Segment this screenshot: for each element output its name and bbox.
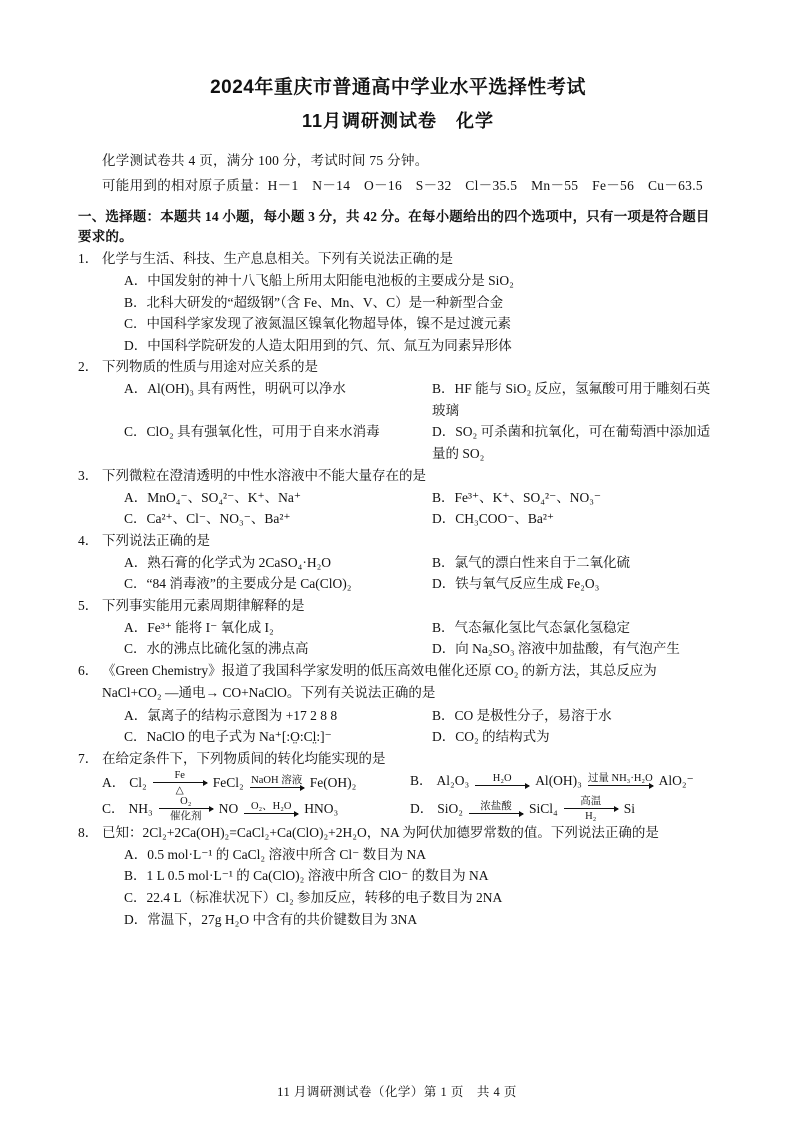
option-d[interactable] [410,796,718,822]
species: Al(OH)₃ [535,772,582,788]
option-a[interactable]: A．Al(OH)₃ 具有两性，明矾可以净水 [124,381,346,397]
question-number: 3． [78,467,99,483]
option-b[interactable]: B．氯气的漂白性来自于二氧化硫 [432,554,631,570]
question-1 [78,249,718,356]
species: HNO₃ [304,801,339,817]
option-row [102,638,718,660]
question-stem: 下列微粒在澄清透明的中性水溶液中不能大量存在的是 [102,467,426,483]
option-a[interactable] [102,770,410,796]
option-row [102,617,718,639]
question-stem-part2: NaCl+CO₂ —通电→ CO+NaClO。下列有关说法正确的是 [102,684,436,700]
option-row [102,552,718,574]
option-d-label: D． [410,801,434,817]
question-8 [78,823,718,930]
question-stem-part1: 《Green Chemistry》报道了我国科学家发明的低压高效电催化还原 CO₂ 的新方法，其总反应为 [102,662,657,678]
question-7 [78,749,718,822]
option-list [78,378,718,464]
exam-info-line-2: 可能用到的相对原子质量：H－1 N－14 O－16 S－32 Cl－35.5 Mn－55 Fe－56 Cu－63.5 [102,178,703,193]
option-c[interactable]: C．NaClO 的电子式为 Na⁺[:O̤:Cl̤:]⁻ [124,729,332,745]
option-c[interactable]: C．22.4 L（标准状况下）Cl₂ 参加反应，转移的电子数目为 2NA [124,890,503,906]
option-list [78,270,718,356]
page-content [78,72,718,931]
question-4 [78,531,718,595]
reaction-row [78,770,718,796]
question-stem: 下列说法正确的是 [102,532,210,548]
species: NH₃ [128,801,153,817]
option-d[interactable]: D．铁与氧气反应生成 Fe₂O₃ [432,576,600,592]
option-a[interactable]: A．中国发射的神十八飞船上所用太阳能电池板的主要成分是 SiO₂ [124,272,514,288]
option-c[interactable]: C．“84 消毒液”的主要成分是 Ca(ClO)₂ [124,576,352,592]
option-b[interactable]: B．Fe³⁺、K⁺、SO₄²⁻、NO₃⁻ [432,489,602,505]
species: NO [218,801,239,817]
option-b[interactable] [410,770,718,792]
option-c-label: C． [102,801,125,817]
option-a[interactable]: A．MnO₄⁻、SO₄²⁻、K⁺、Na⁺ [124,489,301,505]
exam-info-line-1: 化学测试卷共 4 页，满分 100 分，考试时间 75 分钟。 [102,153,429,168]
option-b-label: B． [410,772,433,788]
option-row [102,726,718,748]
option-row [102,573,718,595]
reaction-row [78,796,718,822]
reaction-arrow: H₂O [475,773,529,788]
section-label: 一、选择题： [78,209,161,224]
question-number: 8． [78,824,99,840]
option-b[interactable]: B．HF 能与 SiO₂ 反应，氢氟酸可用于雕刻石英玻璃 [432,381,711,418]
species: Al₂O₃ [436,772,470,788]
option-a[interactable]: A．氯离子的结构示意图为 +17 2 8 8 [124,707,338,723]
species: SiO₂ [437,801,463,817]
reaction-arrow: 高温 H₂ [564,796,618,822]
question-5 [78,596,718,660]
option-b[interactable]: B．气态氟化氢比气态氯化氢稳定 [432,619,631,635]
option-a[interactable]: A．熟石膏的化学式为 2CaSO₄·H₂O [124,554,332,570]
species: Si [623,801,635,817]
question-stem: 在给定条件下，下列物质间的转化均能实现的是 [102,750,386,766]
option-list [78,705,718,748]
option-list [78,487,718,530]
option-a[interactable]: A．0.5 mol·L⁻¹ 的 CaCl₂ 溶液中所含 Cl⁻ 数目为 NA [124,846,427,862]
option-list [78,617,718,660]
question-number: 7． [78,750,99,766]
option-list [78,844,718,930]
option-row [102,508,718,530]
question-number: 2． [78,359,99,375]
question-number: 6． [78,662,99,678]
option-row [102,421,718,464]
option-c[interactable]: C．Ca²⁺、Cl⁻、NO₃⁻、Ba²⁺ [124,511,291,527]
reaction-arrow: 过量 NH₃·H₂O [588,773,653,788]
page-title: 2024年重庆市普通高中学业水平选择性考试 [210,77,586,98]
option-c[interactable] [102,796,410,822]
species: Fe(OH)₂ [309,775,357,791]
reaction-arrow: 浓盐酸 [469,801,523,816]
option-c[interactable]: C．水的沸点比硫化氢的沸点高 [124,641,309,657]
question-stem: 下列物质的性质与用途对应关系的是 [102,359,318,375]
question-6 [78,661,718,748]
option-b[interactable]: B．CO 是极性分子，易溶于水 [432,707,612,723]
question-number: 1． [78,251,99,266]
option-b[interactable]: B．1 L 0.5 mol·L⁻¹ 的 Ca(ClO)₂ 溶液中所含 ClO⁻ 的数目为 NA [124,868,489,884]
section-heading [78,205,718,245]
option-list [78,552,718,595]
question-number: 4． [78,532,99,548]
option-d[interactable]: D．CO₂ 的结构式为 [432,729,550,745]
option-row [102,487,718,509]
reaction-arrow: Fe △ [153,770,207,796]
option-d[interactable]: D．CH₃COO⁻、Ba²⁺ [432,511,555,527]
option-d[interactable]: D．常温下，27g H₂O 中含有的共价键数目为 3NA [124,911,418,927]
species: AlO₂⁻ [658,772,694,788]
option-c[interactable]: C．ClO₂ 具有强氧化性，可用于自来水消毒 [124,424,380,440]
option-row [102,378,718,421]
option-a[interactable]: A．Fe³⁺ 能将 I⁻ 氧化成 I₂ [124,619,274,635]
section-text: 本题共 14 小题，每小题 3 分，共 42 分。在每小题给出的四个选项中，只有一项是符合题目要求的。 [78,209,710,244]
species: SiCl₄ [528,801,558,817]
question-stem: 下列事实能用元素周期律解释的是 [102,597,305,613]
question-stem: 已知：2Cl₂+2Ca(OH)₂=CaCl₂+Ca(ClO)₂+2H₂O，NA 为阿伏加德罗常数的值。下列说法正确的是 [102,824,659,840]
option-d[interactable]: D．SO₂ 可杀菌和抗氧化，可在葡萄酒中添加适量的 SO₂ [432,424,711,461]
reaction-arrow: NaOH 溶液 [250,775,304,790]
question-2 [78,357,718,464]
option-d[interactable]: D．中国科学院研发的人造太阳用到的氕、氘、氚互为同素异形体 [124,337,512,353]
reaction-arrow: O₂ 催化剂 [159,796,213,822]
option-c[interactable]: C．中国科学家发现了液氮温区镍氧化物超导体，镍不是过渡元素 [124,316,512,332]
reaction-arrow: O₂、H₂O [244,801,298,816]
question-3 [78,466,718,530]
question-stem: 化学与生活、科技、生产息息相关。下列有关说法正确的是 [102,251,453,266]
species: Cl₂ [129,775,147,791]
option-b[interactable]: B．北科大研发的“超级钢”（含 Fe、Mn、V、C）是一种新型合金 [124,294,504,310]
option-d[interactable]: D．向 Na₂SO₃ 溶液中加盐酸，有气泡产生 [432,641,680,657]
option-row [102,705,718,727]
page-footer: 11 月调研测试卷（化学）第 1 页 共 4 页 [277,1085,517,1099]
page-subtitle: 11月调研测试卷 化学 [301,111,495,131]
question-number: 5． [78,597,99,613]
option-a-label: A． [102,775,126,791]
species: FeCl₂ [212,775,244,791]
